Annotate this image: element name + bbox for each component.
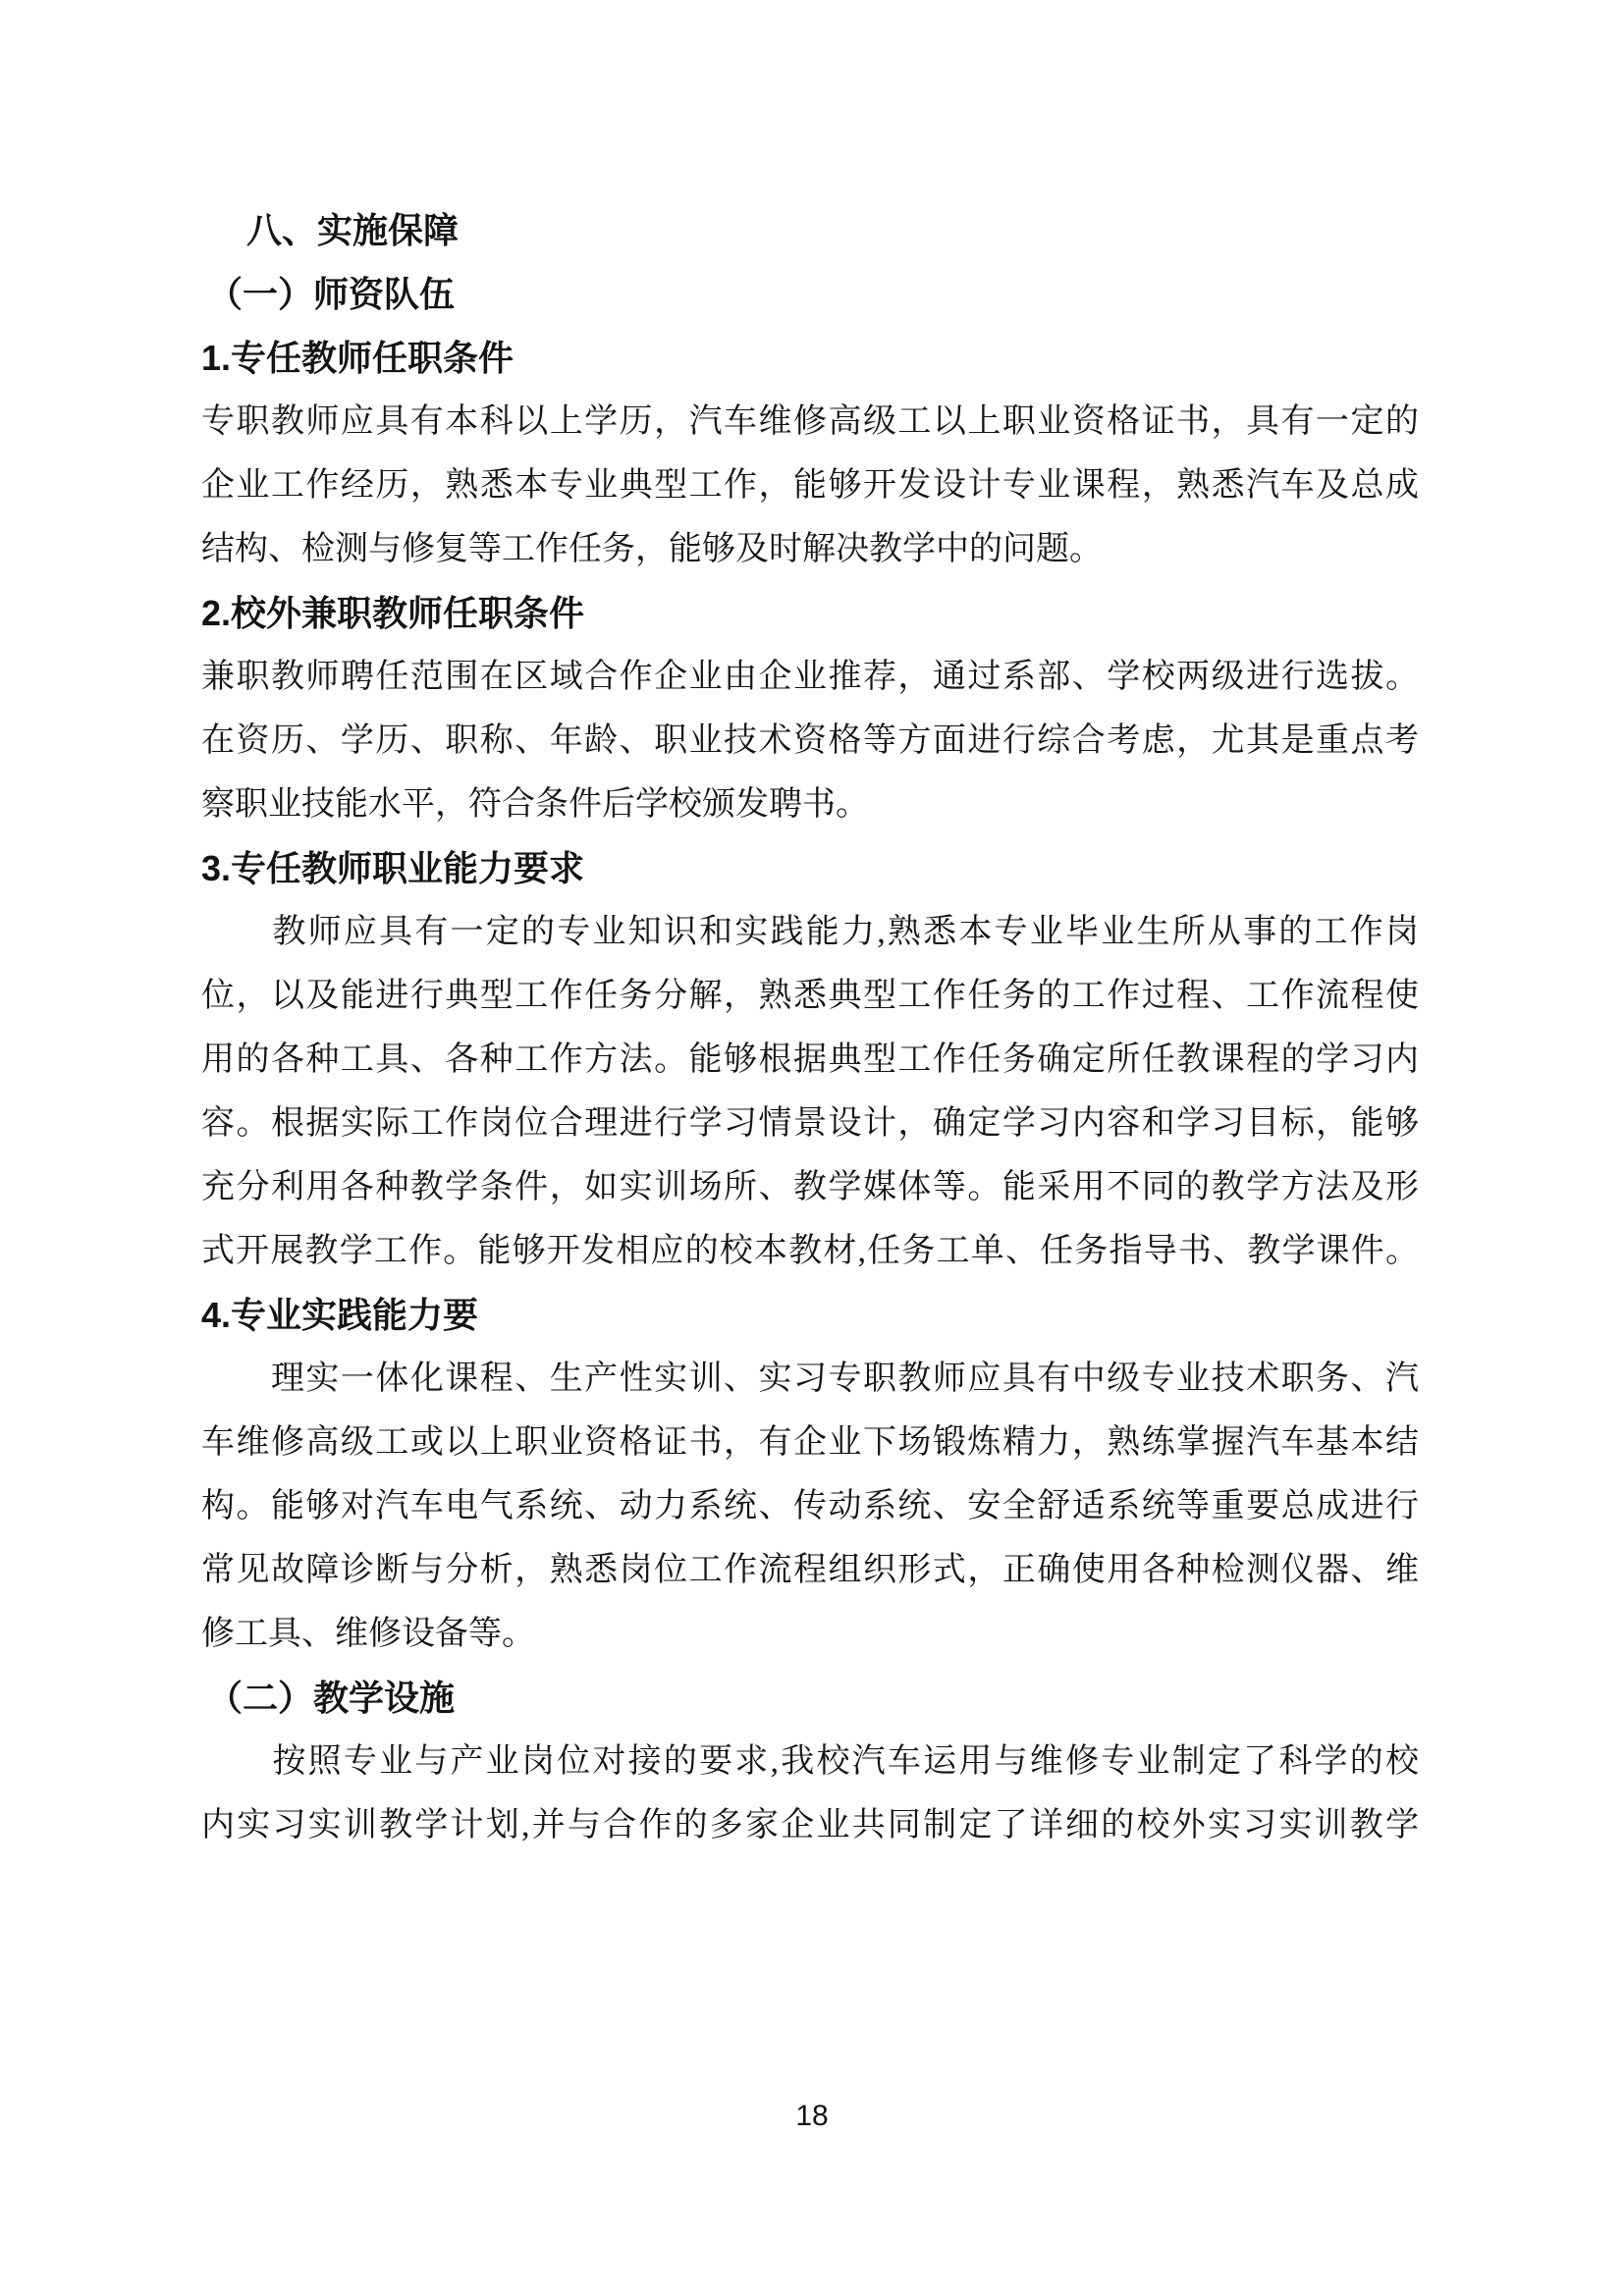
paragraph: [201, 390, 1419, 581]
text-line: （一）师资队伍: [207, 274, 456, 314]
text-line: 3.专任教师职业能力要求: [201, 848, 585, 888]
text-line: 理实一体化课程、生产性实训、实习专职教师应具有中级专业技术职务、汽: [201, 1361, 1419, 1397]
text-line: （二）教学设施: [207, 1678, 456, 1718]
text-line: 式开展教学工作。能够开发相应的校本教材,任务工单、任务指导书、教学课件。: [201, 1233, 1419, 1269]
text-line: 兼职教师聘任范围在区域合作企业由企业推荐，通过系部、学校两级进行选拔。: [201, 659, 1419, 695]
text-line: 构。能够对汽车电气系统、动力系统、传动系统、安全舒适系统等重要总成进行: [201, 1488, 1419, 1524]
item-heading: [201, 1283, 1419, 1347]
section-heading: [201, 198, 1419, 262]
text-line: 车维修高级工或以上职业资格证书，有企业下场锻炼精力，熟练掌握汽车基本结: [201, 1424, 1419, 1461]
subsection-heading: [201, 1666, 1419, 1730]
item-heading: [201, 581, 1419, 645]
text-line: 在资历、学历、职称、年龄、职业技术资格等方面进行综合考虑，尤其是重点考: [201, 722, 1419, 759]
text-line: 常见故障诊断与分析，熟悉岗位工作流程组织形式，正确使用各种检测仪器、维: [201, 1552, 1419, 1588]
text-line: 2.校外兼职教师任职条件: [201, 593, 585, 633]
text-line: 专职教师应具有本科以上学历，汽车维修高级工以上职业资格证书，具有一定的: [201, 403, 1419, 440]
text-line: 八、实施保障: [246, 210, 460, 250]
paragraph: [201, 1347, 1419, 1666]
text-line: 位，以及能进行典型工作任务分解，熟悉典型工作任务的工作过程、工作流程使: [201, 978, 1419, 1014]
text-line: 结构、检测与修复等工作任务，能够及时解决教学中的问题。: [201, 531, 1103, 567]
text-line: 容。根据实际工作岗位合理进行学习情景设计，确定学习内容和学习目标，能够: [201, 1105, 1419, 1142]
text-line: 4.专业实践能力要: [201, 1295, 479, 1335]
text-line: 1.专任教师任职条件: [201, 338, 514, 378]
page-number: 18: [795, 2100, 829, 2132]
text-line: 用的各种工具、各种工作方法。能够根据典型工作任务确定所任教课程的学习内: [201, 1041, 1419, 1078]
item-heading: [201, 836, 1419, 900]
text-line: 充分利用各种教学条件，如实训场所、教学媒体等。能采用不同的教学方法及形: [201, 1169, 1419, 1205]
document-body: [201, 198, 1419, 1857]
text-line: 修工具、维修设备等。: [201, 1616, 535, 1652]
text-line: 内实习实训教学计划,并与合作的多家企业共同制定了详细的校外实习实训教学: [201, 1807, 1419, 1843]
text-line: 教师应具有一定的专业知识和实践能力,熟悉本专业毕业生所从事的工作岗: [201, 914, 1419, 950]
paragraph: [201, 1730, 1419, 1857]
text-line: 企业工作经历，熟悉本专业典型工作，能够开发设计专业课程，熟悉汽车及总成: [201, 467, 1419, 504]
paragraph: [201, 900, 1419, 1283]
text-line: 按照专业与产业岗位对接的要求,我校汽车运用与维修专业制定了科学的校: [201, 1743, 1419, 1780]
paragraph: [201, 645, 1419, 836]
item-heading: [201, 326, 1419, 390]
text-line: 察职业技能水平，符合条件后学校颁发聘书。: [201, 786, 869, 823]
subsection-heading: [201, 262, 1419, 326]
